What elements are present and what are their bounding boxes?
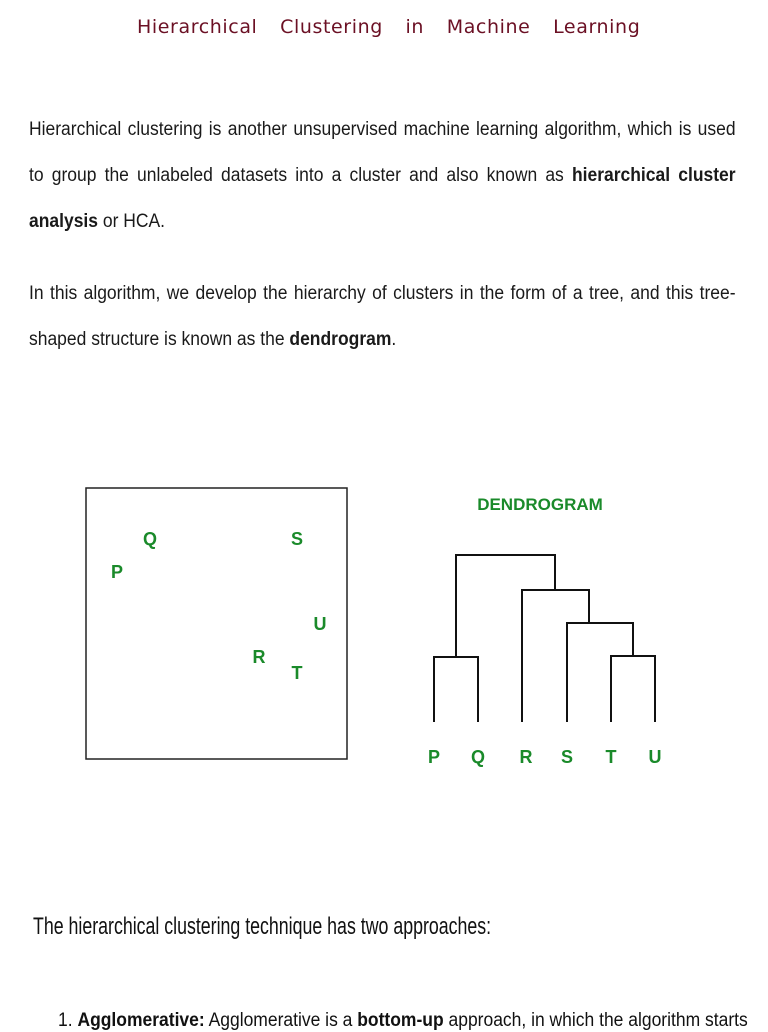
- leaf-label-s: S: [560, 747, 574, 767]
- scatter-label-q: Q: [142, 529, 158, 549]
- leaf-label-t: T: [605, 747, 617, 767]
- scatter-label-p: P: [110, 562, 124, 582]
- intro-paragraph: [29, 107, 736, 245]
- intro-bold-term: hierarchical cluster analysis: [29, 165, 736, 232]
- page-title: Hierarchical Clustering in Machine Learning: [137, 16, 641, 38]
- dendrogram-paragraph: [29, 271, 736, 363]
- clustering-figure: [0, 470, 768, 800]
- list-term: Agglomerative:: [77, 1010, 205, 1031]
- leaf-label-r: R: [519, 747, 533, 767]
- leaf-label-u: U: [648, 747, 662, 767]
- list-text-end: approach, in which the algorithm starts: [443, 1010, 748, 1031]
- scatter-label-r: R: [252, 647, 266, 667]
- scatter-label-s: S: [290, 529, 304, 549]
- dendrogram-tree: [434, 555, 655, 722]
- dendrogram-branch-pq: [434, 657, 478, 722]
- scatter-label-t: T: [291, 663, 303, 683]
- scatter-label-group: [111, 529, 327, 683]
- dendrogram-branch-stu: [567, 623, 633, 722]
- dendrogram-text: In this algorithm, we develop the hierarchy of clusters in the form of a tree, and this tree-shaped structure is known as the: [29, 283, 736, 350]
- leaf-label-group: [428, 747, 662, 767]
- leaf-label-q: Q: [470, 747, 486, 767]
- intro-text-end: or HCA.: [98, 211, 166, 232]
- dendrogram-bold-term: dendrogram: [289, 329, 392, 350]
- scatter-box: [86, 488, 347, 759]
- leaf-label-p: P: [427, 747, 441, 767]
- dendrogram-branch-tu: [611, 656, 655, 722]
- dendrogram-text-end: .: [391, 329, 397, 350]
- list-bold: bottom-up: [357, 1010, 444, 1031]
- approaches-heading: The hierarchical clustering technique has two approaches:: [33, 913, 492, 940]
- dendrogram-title: DENDROGRAM: [477, 495, 603, 514]
- list-number: 1.: [58, 1010, 73, 1031]
- scatter-label-u: U: [313, 614, 327, 634]
- list-text: Agglomerative is a: [204, 1010, 358, 1031]
- dendrogram-branch-rstu: [522, 590, 589, 722]
- intro-text: Hierarchical clustering is another unsupervised machine learning algorithm, which is used to group the unlabeled datasets into a cluster and also known as: [29, 119, 736, 186]
- list-item-agglomerative: [58, 1010, 748, 1032]
- dendrogram-branch-root: [456, 555, 555, 657]
- clustering-figure-svg: [0, 470, 768, 800]
